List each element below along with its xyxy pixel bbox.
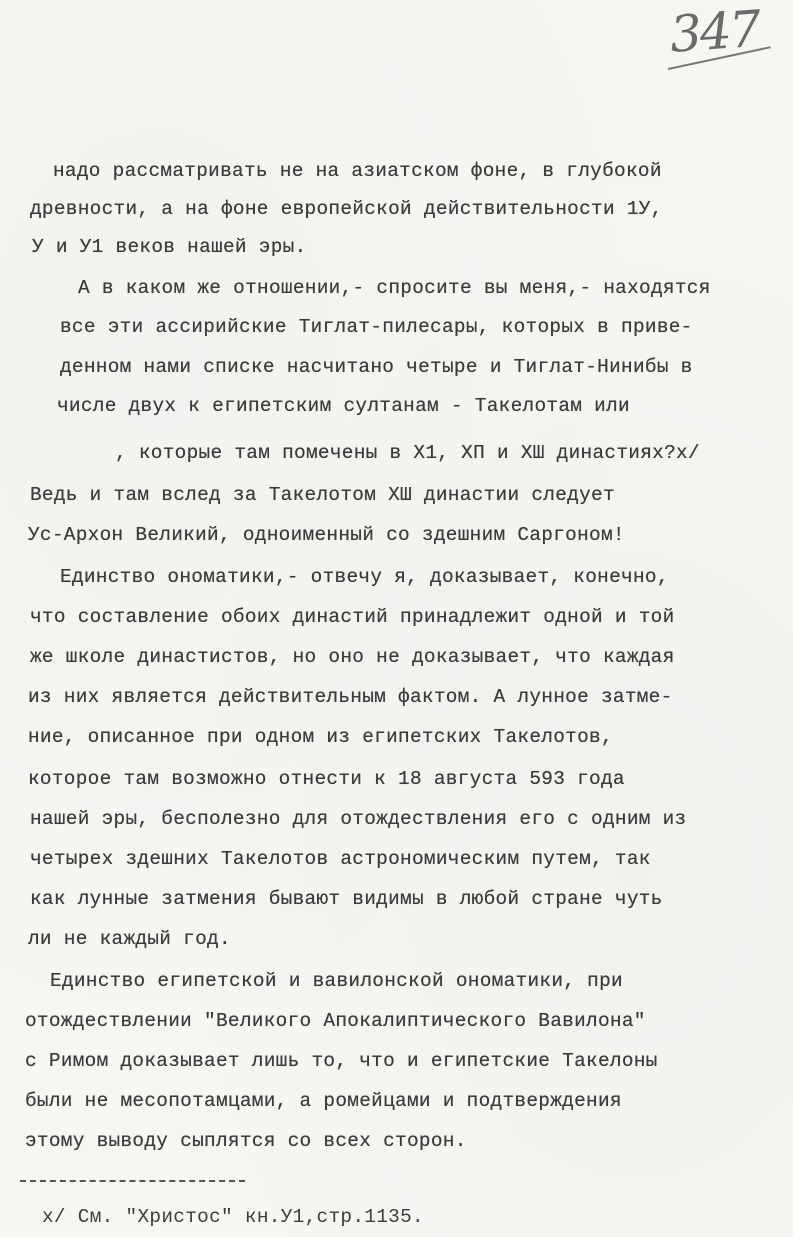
body-line: которое там возможно отнести к 18 августа 593 года [28, 768, 625, 790]
body-line: числе двух к египетским султанам - Такелотам или [57, 395, 630, 417]
footnote: х/ См. "Христос" кн.У1,стр.1135. [42, 1206, 424, 1228]
body-line: древности, а на фоне европейской действительности 1У, [30, 198, 663, 220]
body-line: Ведь и там вслед за Такелотом ХШ династии следует [30, 484, 615, 506]
body-line: ли не каждый год. [28, 928, 231, 950]
body-line: нашей эры, бесполезно для отождествления его с одним из [30, 808, 687, 830]
body-line: отождествлении "Великого Апокалиптического Вавилона" [25, 1010, 646, 1032]
body-line: У и У1 веков нашей эры. [32, 236, 307, 258]
body-line: что составление обоих династий принадлежит одной и той [30, 606, 675, 628]
body-line: этому выводу сыплятся со всех сторон. [25, 1130, 467, 1152]
body-line: были не месопотамцами, а ромейцами и подтверждения [25, 1090, 622, 1112]
page-number: 347 [668, 0, 762, 64]
body-line: из них является действительным фактом. А лунное затме- [28, 686, 673, 708]
body-line: ние, описанное при одном из египетских Такелотов, [28, 726, 613, 748]
body-line: денном нами списке насчитано четыре и Тиглат-Нинибы в [60, 356, 693, 378]
body-line: все эти ассирийские Тиглат-пилесары, которых в приве- [60, 316, 693, 338]
body-line: с Римом доказывает лишь то, что и египетские Такелоны [25, 1050, 658, 1072]
body-line: А в каком же отношении,- спросите вы меня,- находятся [78, 277, 711, 299]
body-line: Ус-Архон Великий, одноименный со здешним Саргоном! [28, 524, 625, 546]
body-line: как лунные затмения бывают видимы в любой стране чуть [30, 888, 663, 910]
body-line: надо рассматривать не на азиатском фоне, в глубокой [53, 160, 662, 182]
footnote-separator [20, 1180, 245, 1182]
body-line: Единство ономатики,- отвечу я, доказывает, конечно, [60, 566, 669, 588]
body-line: Единство египетской и вавилонской ономатики, при [50, 970, 623, 992]
body-line: , которые там помечены в Х1, ХП и ХШ династиях?х/ [115, 442, 700, 464]
body-line: четырех здешних Такелотов астрономическим путем, так [30, 848, 651, 870]
body-line: же школе династистов, но оно не доказывает, что каждая [30, 646, 675, 668]
